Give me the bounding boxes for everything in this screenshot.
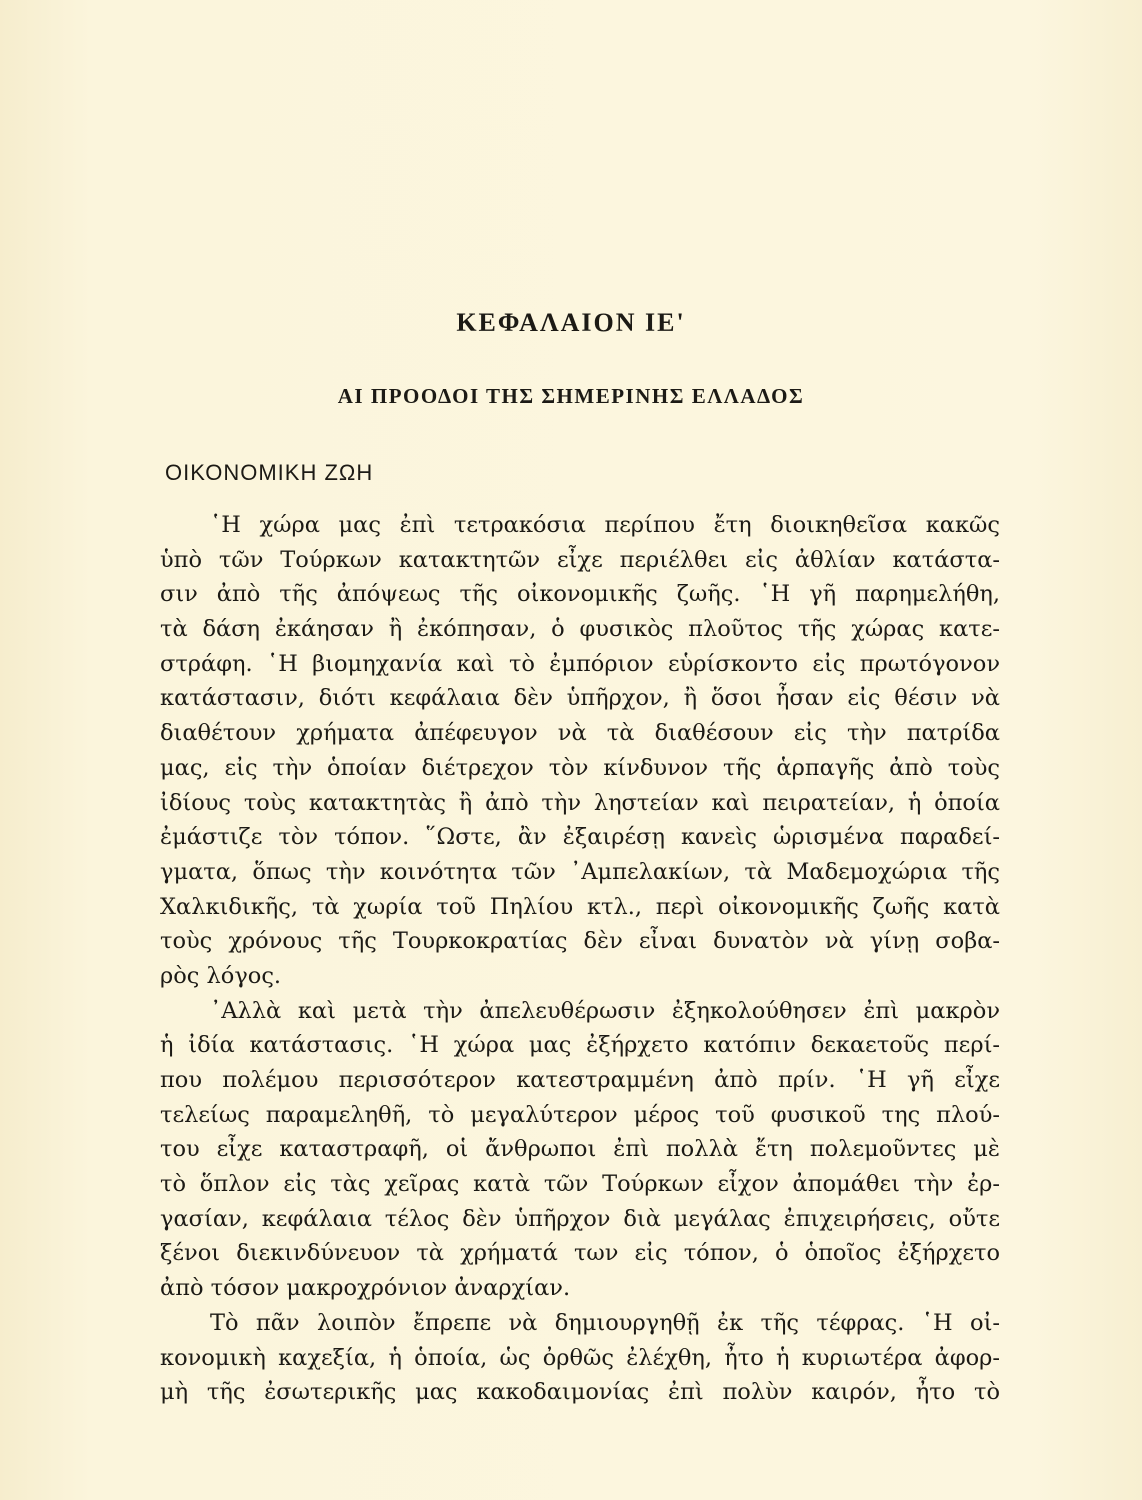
chapter-title: ΚΕΦΑΛΑΙΟΝ ΙΕ' [456, 308, 686, 337]
text-line: ἀπὸ τόσον μακροχρόνιον ἀναρχίαν. [160, 1275, 571, 1302]
text-line: του εἶχε καταστραφῆ, οἱ ἄνθρωποι ἐπὶ πολλὰ ἔτη πολεμοῦντες μὲ [160, 1136, 1000, 1163]
text-line: ὑπὸ τῶν Τούρκων κατακτητῶν εἶχε περιέλθει εἰς ἀθλίαν κατάστα- [160, 546, 1000, 573]
text-line: τὰ δάση ἐκάησαν ἢ ἐκόπησαν, ὁ φυσικὸς πλοῦτος τῆς χώρας κατε- [160, 616, 1000, 643]
section-title: ΑΙ ΠΡΟΟΔΟΙ ΤΗΣ ΣΗΜΕΡΙΝΗΣ ΕΛΛΑΔΟΣ [337, 384, 805, 408]
text-line: γματα, ὅπως τὴν κοινότητα τῶν ᾿Αμπελακίων, τὰ Μαδεμοχώρια τῆς [160, 858, 1000, 885]
text-line: κονομικὴ καχεξία, ἡ ὁποία, ὡς ὀρθῶς ἐλέχθη, ἦτο ἡ κυριωτέρα ἀφορ- [160, 1344, 1000, 1371]
text-line: ἰδίους τοὺς κατακτητὰς ἢ ἀπὸ τὴν ληστείαν καὶ πειρατείαν, ἡ ὁποία [160, 789, 1000, 816]
text-line: μας, εἰς τὴν ὁποίαν διέτρεχον τὸν κίνδυνον τῆς ἁρπαγῆς ἀπὸ τοὺς [160, 754, 1000, 781]
text-line: που πολέμου περισσότερον κατεστραμμένη ἀπὸ πρίν. ῾Η γῆ εἶχε [160, 1067, 1000, 1093]
text-line: ᾿Αλλὰ καὶ μετὰ τὴν ἀπελευθέρωσιν ἐξηκολούθησεν ἐπὶ μακρὸν [210, 997, 1000, 1024]
text-line: ξένοι διεκινδύνευον τὰ χρήματά των εἰς τόπον, ὁ ὁποῖος ἐξήρχετο [160, 1240, 1000, 1267]
text-line: τοὺς χρόνους τῆς Τουρκοκρατίας δὲν εἶναι δυνατὸν νὰ γίνῃ σοβα- [160, 928, 1000, 955]
text-line: ἐμάστιζε τὸν τόπον. ῞Ωστε, ἂν ἐξαιρέσῃ κανεὶς ὡρισμένα παραδεί- [160, 824, 1000, 851]
text-line: Χαλκιδικῆς, τὰ χωρία τοῦ Πηλίου κτλ., περὶ οἰκονομικῆς ζωῆς κατὰ [160, 893, 1000, 920]
body-text [160, 508, 1000, 1410]
text-line: ρὸς λόγος. [160, 962, 282, 989]
text-line: διαθέτουν χρήματα ἀπέφευγον νὰ τὰ διαθέσουν εἰς τὴν πατρίδα [160, 720, 1000, 747]
text-line: γασίαν, κεφάλαια τέλος δὲν ὑπῆρχον διὰ μεγάλας ἐπιχειρήσεις, οὔτε [160, 1205, 1000, 1232]
text-line: τὸ ὅπλον εἰς τὰς χεῖρας κατὰ τῶν Τούρκων εἶχον ἀπομάθει τὴν ἐρ- [160, 1171, 1000, 1198]
text-line: μὴ τῆς ἐσωτερικῆς μας κακοδαιμονίας ἐπὶ πολὺν καιρόν, ἦτο τὸ [160, 1379, 1000, 1406]
text-line: τελείως παραμεληθῆ, τὸ μεγαλύτερον μέρος τοῦ φυσικοῦ της πλού- [160, 1101, 1000, 1128]
text-line: Τὸ πᾶν λοιπὸν ἔπρεπε νὰ δημιουργηθῇ ἐκ τῆς τέφρας. ῾Η οἰ- [210, 1309, 1000, 1336]
text-line: κατάστασιν, διότι κεφάλαια δὲν ὑπῆρχον, ἢ ὅσοι ἦσαν εἰς θέσιν νὰ [160, 685, 1000, 712]
text-line: ῾Η χώρα μας ἐπὶ τετρακόσια περίπου ἔτη διοικηθεῖσα κακῶς [210, 512, 1000, 538]
text-line: στράφη. ῾Η βιομηχανία καὶ τὸ ἐμπόριον εὑρίσκοντο εἰς πρωτόγονον [160, 650, 1000, 677]
text-line: ἡ ἰδία κατάστασις. ῾Η χώρα μας ἐξήρχετο κατόπιν δεκαετοῦς περί- [160, 1032, 1000, 1059]
text-line: σιν ἀπὸ τῆς ἀπόψεως τῆς οἰκονομικῆς ζωῆς. ῾Η γῆ παρημελήθη, [160, 581, 1000, 608]
subheading: ΟΙΚΟΝΟΜΙΚΗ ΖΩΗ [165, 460, 374, 485]
